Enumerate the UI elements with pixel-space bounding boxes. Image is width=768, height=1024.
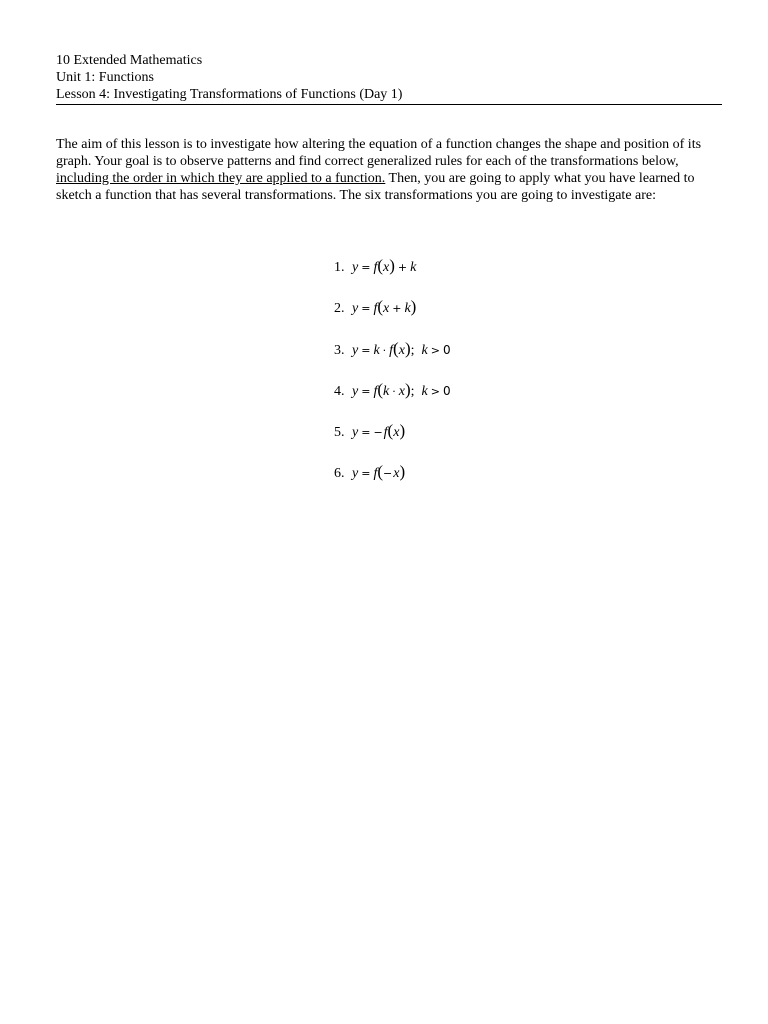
intro-paragraph [56,136,724,204]
intro-text-after: Then, you are going to apply what you have learned to sketch a function that has several transformations. The six transformations you are going to investigate are: [56,171,695,203]
transformation-item [334,380,451,421]
item-number: 6. [334,466,345,482]
transformation-item [334,256,451,297]
document-header [56,52,722,105]
course-title: 10 Extended Mathematics [56,53,203,68]
lesson-title: Lesson 4: Investigating Transformations of Functions (Day 1) [56,87,403,102]
transformation-item [334,297,451,338]
item-number: 4. [334,383,345,399]
item-equation: y = f(k · x); k > 0 [352,379,451,399]
transformations-list [334,256,451,504]
transformation-item [334,421,451,462]
transformation-item [334,339,451,380]
item-equation: y = f(−x) [352,462,406,482]
item-equation: y = f(x) + k [352,256,417,275]
item-number: 2. [334,301,345,317]
item-number: 5. [334,425,345,441]
intro-underlined-text: including the order in which they are applied to a function. [56,171,386,186]
item-equation: y = f(x + k) [352,297,417,317]
item-equation: y = k · f(x); k > 0 [352,338,451,358]
item-number: 3. [334,342,345,358]
item-equation: y = −f(x) [352,421,406,441]
intro-text-before: The aim of this lesson is to investigate how altering the equation of a function changes the shape and position of its graph. Your goal is to observe patterns and find correct generalized rules for each of the transformations below, [56,137,702,169]
item-number: 1. [334,260,345,275]
unit-title: Unit 1: Functions [56,70,155,85]
transformation-item [334,462,451,503]
